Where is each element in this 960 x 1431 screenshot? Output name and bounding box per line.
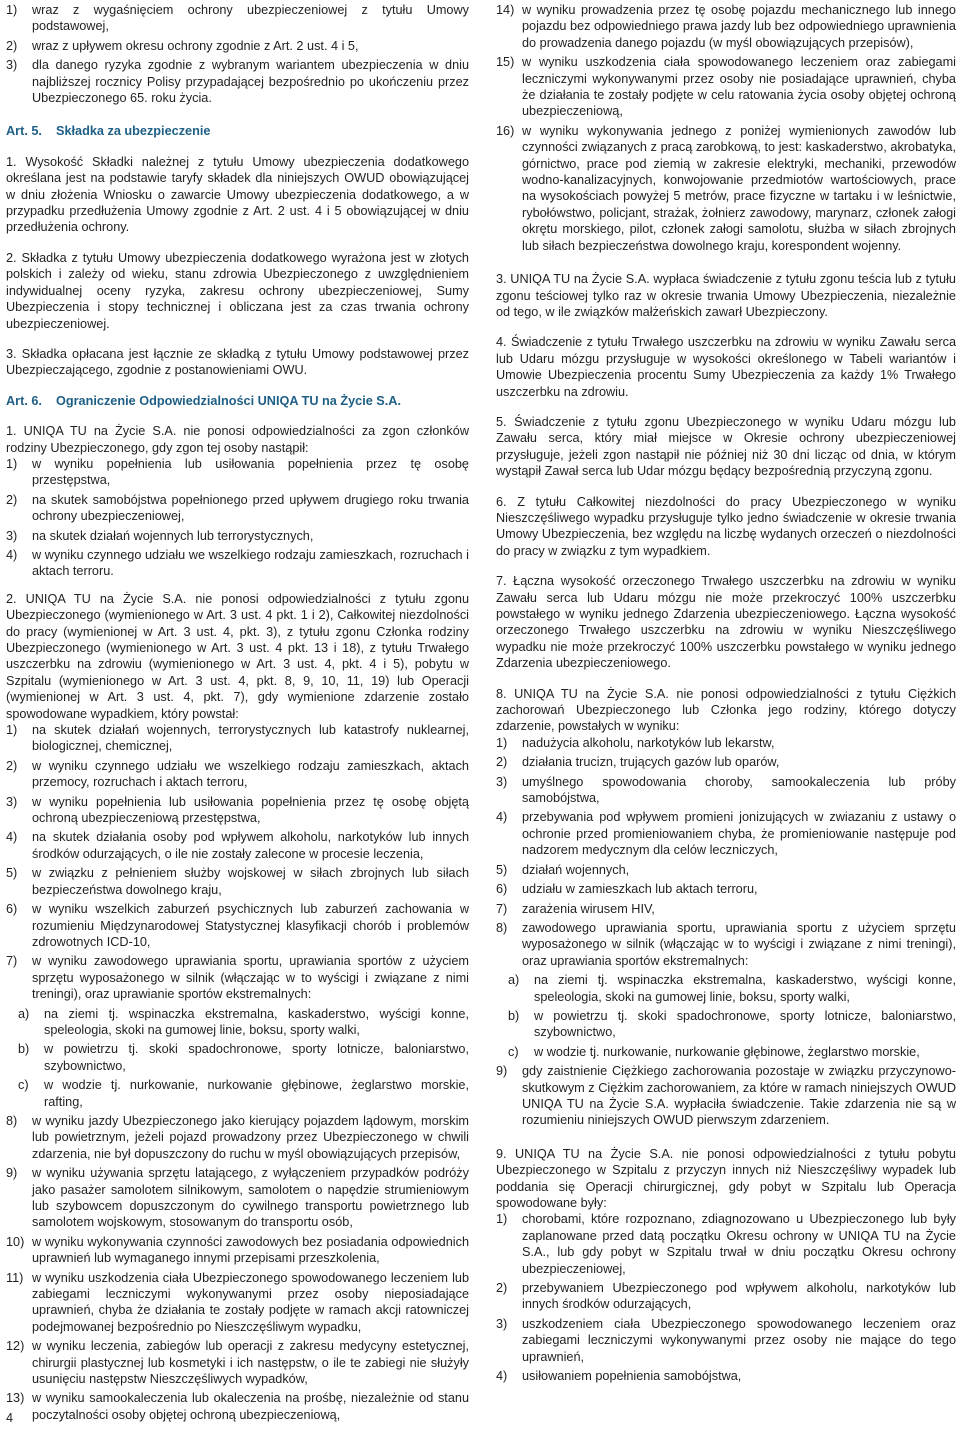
item-text: na skutek samobójstwa popełnionego przed upływem drugiego roku trwania ochrony ubezpieczeniowej, xyxy=(32,492,469,524)
item-text: wraz z upływem okresu ochrony zgodnie z Art. 2 ust. 4 i 5, xyxy=(32,38,359,53)
article-5-heading xyxy=(6,123,469,139)
item-text: na ziemi tj. wspinaczka ekstremalna, kaskaderstwo, wyścigi konne, speleologia, skoki na gumowej linie, boksu, sporty walki, xyxy=(534,973,956,1004)
item-text: w wodzie tj. nurkowanie, nurkowanie głębinowe, żeglarstwo morskie, rafting, xyxy=(44,1078,469,1109)
item-number: 7) xyxy=(6,954,18,969)
item-text: przebywaniem Ubezpieczonego pod wpływem alkoholu, narkotyków lub innych środków odurzających, xyxy=(522,1281,956,1312)
item-letter: a) xyxy=(508,973,520,988)
list-item xyxy=(496,123,956,254)
item-text: w wodzie tj. nurkowanie, nurkowanie głębinowe, żeglarstwo morskie, xyxy=(534,1044,920,1059)
list-item xyxy=(496,809,956,858)
list-item xyxy=(6,57,469,106)
list-item xyxy=(496,754,956,770)
item-text: na ziemi tj. wspinaczka ekstremalna, kaskaderstwo, wyścigi konne, speleologia, skoki na gumowej linie, boksu, sporty walki, xyxy=(44,1006,469,1037)
item-text: nadużycia alkoholu, narkotyków lub lekarstw, xyxy=(522,735,775,750)
item-number: 11) xyxy=(6,1270,24,1285)
item-text: w wyniku wykonywania czynności zawodowych bez posiadania odpowiednich uprawnień lub wymaganego innymi przepisami przeszkolenia, xyxy=(32,1234,469,1266)
list-item xyxy=(6,1234,469,1267)
list-item xyxy=(6,865,469,898)
list-item xyxy=(6,1165,469,1231)
paragraph: 2. UNIQA TU na Życie S.A. nie ponosi odpowiedzialności z tytułu zgonu Ubezpieczonego (wymienionego w Art. 3 ust. 4 pkt. 1 i 2), Całkowitej niezdolności do pracy (wymienionej w Art. 3 ust. 4, pkt. 3), z tytułu zgonu Członka rodziny Ubezpieczonego (wymienionego w Art. 3 ust. 4 pkt. 13 i 18), z tytułu Trwałego uszczerbku na zdrowiu (wymienionego w Art. 3 ust. 4, pkt. 4 i 5), pobytu w Szpitalu (wymienionego w Art. 3 ust. 4, pkt. 8, 9, 10, 11, 19) lub Operacji (wymienionej w Art. 3 ust. 4, pkt. 7), gdy wymienione zdarzenie zostało spowodowane wypadkiem, który powstał: xyxy=(6,591,469,721)
article-number: Art. 6. xyxy=(6,393,42,408)
sub-list-item xyxy=(18,1041,469,1074)
item-number: 2) xyxy=(6,38,18,53)
item-number: 5) xyxy=(6,866,18,881)
paragraph: 2. Składka z tytułu Umowy ubezpieczenia dodatkowego wyrażona jest w złotych polskich i zależy od wieku, stanu zdrowia Ubezpieczonego z uwzględnieniem indywidualnej oceny ryzyka, zakresu ochrony ubezpieczeniowej, Sumy Ubezpieczenia i stopy technicznej i obliczana jest za czas trwania ochrony ubezpieczeniowej. xyxy=(6,250,469,331)
item-text: na skutek działania osoby pod wpływem alkoholu, narkotyków lub innych środków odurzających, o ile nie zostały zalecone w procesie leczenia, xyxy=(32,830,469,861)
item-number: 8) xyxy=(496,920,508,935)
paragraph: 1. Wysokość Składki należnej z tytułu Umowy ubezpieczenia dodatkowego określana jest na podstawie taryfy składek dla niniejszych OWUD obowiązującej w dniu złożenia Wniosku o zawarcie Umowy ubezpieczenia dodatkowego, a w przypadku przedłużenia Umowy zgodnie z Art. 2 ust. 4 i 5 obowiązującej w dniu przedłużenia ochrony. xyxy=(6,154,469,235)
item-text: zarażenia wirusem HIV, xyxy=(522,901,655,916)
item-letter: c) xyxy=(508,1044,519,1059)
item-letter: b) xyxy=(508,1008,520,1023)
item-text: w powietrzu tj. skoki spadochronowe, sporty lotnicze, baloniarstwo, szybownictwo, xyxy=(44,1042,469,1073)
list-item xyxy=(6,2,469,35)
list-item xyxy=(6,456,469,489)
list-item xyxy=(6,829,469,862)
item-number: 9) xyxy=(6,1166,18,1181)
paragraph: 3. UNIQA TU na Życie S.A. wypłaca świadczenie z tytułu zgonu teścia lub z tytułu zgonu teściowej tylko raz w okresie trwania Umowy Ubezpieczenia, niezależnie od tego, w ile związków małżeńskich zawarł Ubezpieczony. xyxy=(496,272,956,319)
article-number: Art. 5. xyxy=(6,124,42,139)
item-number: 2) xyxy=(6,758,18,773)
item-number: 4) xyxy=(6,547,18,562)
item-text: gdy zaistnienie Ciężkiego zachorowania pozostaje w związku przyczynowo-skutkowym z Ciężkim zachorowaniem, za które w ramach niniejszych OWUD UNIQA TU na Życie S.A. wypłaciła świadczenie. Takie zdarzenia nie są w rozumieniu niniejszych OWUD pierwszym zdarzeniem. xyxy=(522,1064,956,1128)
item-number: 10) xyxy=(6,1234,25,1249)
list-item xyxy=(496,1316,956,1365)
list-item xyxy=(6,528,469,544)
list-item xyxy=(496,54,956,120)
paragraph: 3. Składka opłacana jest łącznie ze składką z tytułu Umowy podstawowej przez Ubezpieczającego, zgodnie z postanowieniami OWU. xyxy=(6,346,469,378)
item-number: 12) xyxy=(6,1339,25,1354)
list-item xyxy=(6,901,469,950)
list-item xyxy=(6,722,469,755)
item-text: w wyniku używania sprzętu latającego, z wyłączeniem przypadków podróży jako pasażer samolotem silnikowym, samolotem o napędzie strumieniowym lub szybowcem dopuszczonym do cywilnego transportu powietrznego lub samolotem wojskowym, stosowanym do transportu osób, xyxy=(32,1166,469,1230)
item-text: w wyniku uszkodzenia ciała Ubezpieczonego spowodowanego leczeniem lub zabiegami leczniczymi wykonywanymi przez osoby nieposiadające uprawnień, chyba że działania te zostały podjęte w ramach akcji ratowniczej podejmowanej bezpośrednio po Nieszczęśliwym wypadku, xyxy=(32,1270,469,1334)
item-text: uszkodzeniem ciała Ubezpieczonego spowodowanego leczeniem oraz zabiegami leczniczymi wykonywanymi przez osoby nie mające do tego uprawnień, xyxy=(522,1316,956,1364)
list-item xyxy=(496,2,956,51)
item-text: w wyniku jazdy Ubezpieczonego jako kierujący pojazdem lądowym, morskim lub powietrznym, jeżeli pojazd prowadzony przez Ubezpieczonego w chwili zdarzenia, nie był dopuszczony do ruchu w myśl obowiązujących przepisów, xyxy=(32,1113,469,1161)
item-number: 6) xyxy=(6,902,18,917)
item-letter: a) xyxy=(18,1006,30,1021)
list-item xyxy=(6,492,469,525)
item-number: 1) xyxy=(6,456,18,471)
sub-list-item xyxy=(508,972,956,1005)
item-number: 3) xyxy=(496,1316,508,1331)
list-item xyxy=(496,1211,956,1277)
item-number: 2) xyxy=(496,755,508,770)
item-number: 1) xyxy=(6,723,18,738)
item-number: 4) xyxy=(496,810,508,825)
item-text: w powietrzu tj. skoki spadochronowe, sporty lotnicze, baloniarstwo, szybownictwo, xyxy=(534,1008,956,1040)
item-text: w wyniku wykonywania jednego z poniżej wymienionych zawodów lub czynności związanych z pracą zarobkową, to jest: kaskaderstwo, akrobatyka, górnictwo, prace pod ziemią w zakresie elektryki, mechaniki, przewodów wodno-kanalizacyjnych, konwojowanie przedmiotów wartościowych, prace na wysokościach powyżej 5 metrów, prace fizyczne w tartaku i w leśnictwie, rybołówstwo, policjant, strażak, żołnierz zawodowy, marynarz, członek załogi okrętu morskiego, pilot, członek załogi samolotu, służba w siłach zbrojnych lub siłach bezpieczeństwa dowolnego kraju, korespondent wojenny. xyxy=(522,123,956,253)
paragraph: 4. Świadczenie z tytułu Trwałego uszczerbku na zdrowiu w wyniku Zawału serca lub Udaru mózgu przysługuje w wysokości określonego w Tabeli wariantów i Umowie Ubezpieczenia procentu Sumy Ubezpieczenia za każdy 1% Trwałego uszczerbku na zdrowiu. xyxy=(496,335,956,399)
sub-list-item xyxy=(18,1006,469,1039)
item-number: 6) xyxy=(496,882,508,897)
item-text: w wyniku leczenia, zabiegów lub operacji z zakresu medycyny estetycznej, chirurgii plastycznej lub kosmetyki i ich następstw, o ile te zabiegi nie służyły usunięciu następstw Nieszczęśliwych wypadków, xyxy=(32,1339,469,1387)
article-title: Ograniczenie Odpowiedzialności UNIQA TU na Życie S.A. xyxy=(56,393,401,408)
page-number: 4 xyxy=(6,1411,14,1425)
list-item xyxy=(6,1390,469,1423)
item-number: 9) xyxy=(496,1064,508,1079)
item-number: 2) xyxy=(496,1281,508,1296)
item-number: 1) xyxy=(496,1212,508,1227)
item-text: w wyniku zawodowego uprawiania sportu, uprawiania sportów z użyciem sprzętu wyposażonego w silnik (włączając w to wyścigi i związane z nimi treningi), oraz uprawianie sportów ekstremalnych: xyxy=(32,954,469,1002)
item-text: dla danego ryzyka zgodnie z wybranym wariantem ubezpieczenia w dniu najbliższej rocznicy Polisy przypadającej bezpośrednio po ukończeniu przez Ubezpieczonego 65. roku życia. xyxy=(32,58,469,106)
list-item xyxy=(6,758,469,791)
list-item xyxy=(496,735,956,751)
right-column xyxy=(496,2,956,1387)
list-item xyxy=(6,1270,469,1336)
list-item xyxy=(496,1063,956,1129)
item-number: 16) xyxy=(496,123,515,138)
item-text: na skutek działań wojennych lub terrorystycznych, xyxy=(32,528,314,543)
list-item xyxy=(496,1368,956,1384)
item-number: 1) xyxy=(6,3,18,17)
list-item xyxy=(496,862,956,878)
paragraph: 5. Świadczenie z tytułu zgonu Ubezpieczonego w wyniku Udaru mózgu lub Zawału serca, który miał miejsce w Okresie ochrony ubezpieczeniowej przysługuje, jeżeli zgon nastąpił nie później niż 30 dni licząc od dnia, w którym wystąpił Zawał serca lub Udar mózgu będący bezpośrednią przyczyną zgonu. xyxy=(496,414,956,479)
item-number: 3) xyxy=(6,794,18,809)
item-text: w wyniku prowadzenia przez tę osobę pojazdu mechanicznego lub innego pojazdu bez odpowiedniego prawa jazdy lub bez odpowiedniego uprawnienia do prowadzenia danego pojazdu (w myśl obowiązujących przepisów), xyxy=(522,3,956,50)
item-text: w wyniku czynnego udziału we wszelkiego rodzaju zamieszkach, aktach przemocy, rozruchach i aktach terroru, xyxy=(32,758,469,790)
left-column xyxy=(6,2,469,1426)
item-number: 8) xyxy=(6,1113,18,1128)
item-text: umyślnego spowodowania choroby, samookaleczenia lub próby samobójstwa, xyxy=(522,774,956,806)
item-text: chorobami, które rozpoznano, zdiagnozowano u Ubezpieczonego lub były zaplanowane przed datą początku Okresu ochrony w UNIQA TU na Życie S.A., lub gdy pobyt w Szpitalu trwał w dniu początku Okresu ochrony ubezpieczeniowej, xyxy=(522,1212,956,1276)
item-text: usiłowaniem popełnienia samobójstwa, xyxy=(522,1369,742,1384)
list-item xyxy=(6,1113,469,1162)
article-title: Składka za ubezpieczenie xyxy=(56,124,211,139)
item-number: 15) xyxy=(496,55,515,70)
sub-list-item xyxy=(18,1077,469,1110)
sub-list-item xyxy=(508,1008,956,1041)
item-text: zawodowego uprawiania sportu, uprawiania sportu z użyciem sprzętu wyposażonego w silnik (włączając w to wyścigi i związane z nimi treningi), oraz uprawiania sportów ekstremalnych: xyxy=(522,920,956,968)
item-number: 13) xyxy=(6,1391,25,1406)
article-6-heading xyxy=(6,393,469,409)
list-item xyxy=(496,920,956,969)
list-item xyxy=(496,881,956,897)
list-item xyxy=(496,774,956,807)
item-text: w związku z pełnieniem służby wojskowej w siłach zbrojnych lub siłach bezpieczeństwa dowolnego kraju, xyxy=(32,866,469,897)
left-top-list xyxy=(6,2,469,106)
item-text: wraz z wygaśnięciem ochrony ubezpieczeniowej z tytułu Umowy podstawowej, xyxy=(32,3,469,34)
item-number: 3) xyxy=(6,58,18,73)
item-text: działania trucizn, trujących gazów lub oparów, xyxy=(522,755,780,770)
item-text: w wyniku wszelkich zaburzeń psychicznych lub zaburzeń zachowania w rozumieniu Międzynarodowej Statystycznej klasyfikacji chorób i problemów zdrowotnych ICD-10, xyxy=(32,902,469,949)
paragraph: 6. Z tytułu Całkowitej niezdolności do pracy Ubezpieczonego w wyniku Nieszczęśliwego wypadku przysługuje tylko jedno świadczenie w okresie trwania Umowy Ubezpieczenia, bez względu na liczbę wydanych orzeczeń o niezdolności do pracy w związku z tym wypadkiem. xyxy=(496,494,956,558)
paragraph: 8. UNIQA TU na Życie S.A. nie ponosi odpowiedzialności z tytułu Ciężkich zachorowań Ubezpieczonego lub Członka jego rodziny, którego dotyczy zdarzenie, powstałych w wyniku: xyxy=(496,686,956,734)
item-number: 3) xyxy=(496,774,508,789)
list-item xyxy=(6,953,469,1002)
paragraph: 9. UNIQA TU na Życie S.A. nie ponosi odpowiedzialności z tytułu pobytu Ubezpieczonego w Szpitalu z przyczyn innych niż Nieszczęśliwy wypadek lub poddania się Operacji chirurgicznej, gdy pobyt w Szpitalu lub Operacja spowodowane były: xyxy=(496,1146,956,1210)
item-text: w wyniku popełnienia lub usiłowania popełnienia przez tę osobę objętą ochroną ubezpieczeniową przestępstwa, xyxy=(32,794,469,826)
item-letter: c) xyxy=(18,1078,29,1093)
sub-list-item xyxy=(508,1044,956,1060)
item-text: przebywania pod wpływem promieni jonizujących w zwiazaniu z ustawy o ochronie przed promieniowaniem chyba, że promieniowanie następuje pod nadzorem medycznym dla celów leczniczych, xyxy=(522,810,956,858)
item-number: 5) xyxy=(496,862,508,877)
item-number: 4) xyxy=(6,830,18,845)
list-item xyxy=(6,794,469,827)
item-text: w wyniku samookaleczenia lub okaleczenia na prośbę, niezależnie od stanu poczytalności osoby objętej ochroną ubezpieczeniową, xyxy=(32,1391,469,1422)
item-text: w wyniku czynnego udziału we wszelkiego rodzaju zamieszkach, rozruchach i aktach terroru. xyxy=(32,547,469,579)
paragraph: 7. Łączna wysokość orzeczonego Trwałego uszczerbku na zdrowiu w wyniku Zawału serca lub Udaru mózgu nie może przekroczyć 100% uszczerbku powstałego w wyniku jednego Zdarzenia ubezpieczeniowego. Łączna wysokość orzeczonego Trwałego uszczerbku na zdrowiu w wyniku Nieszczęśliwego wypadku nie może przekroczyć 100% uszczerbku powstałego w wyniku jednego Zdarzenia ubezpieczeniowego. xyxy=(496,574,956,671)
paragraph: 1. UNIQA TU na Życie S.A. nie ponosi odpowiedzialności za zgon członków rodziny Ubezpieczonego, gdy zgon tej osoby nastąpił: xyxy=(6,424,469,455)
list-item xyxy=(496,901,956,917)
list-item xyxy=(6,547,469,580)
item-text: udziału w zamieszkach lub aktach terroru, xyxy=(522,882,758,897)
item-number: 14) xyxy=(496,3,515,17)
item-text: na skutek działań wojennych, terrorystycznych lub katastrofy nuklearnej, biologicznej, chemicznej, xyxy=(32,723,469,754)
item-number: 1) xyxy=(496,735,508,750)
item-number: 3) xyxy=(6,528,18,543)
item-text: w wyniku popełnienia lub usiłowania popełnienia przez tę osobę przestępstwa, xyxy=(32,456,469,488)
item-number: 7) xyxy=(496,901,508,916)
list-item xyxy=(496,1280,956,1313)
item-text: w wyniku uszkodzenia ciała spowodowanego leczeniem oraz zabiegami leczniczymi wykonywanymi przez osoby nie posiadające uprawnień, chyba że działania te zostały podjęte w celu ratowania życia osoby objętej ochroną ubezpieczeniową, xyxy=(522,55,956,119)
item-text: działań wojennych, xyxy=(522,862,630,877)
item-number: 2) xyxy=(6,492,18,507)
list-item xyxy=(6,1338,469,1387)
item-letter: b) xyxy=(18,1042,30,1057)
list-item xyxy=(6,38,469,54)
item-number: 4) xyxy=(496,1369,508,1384)
